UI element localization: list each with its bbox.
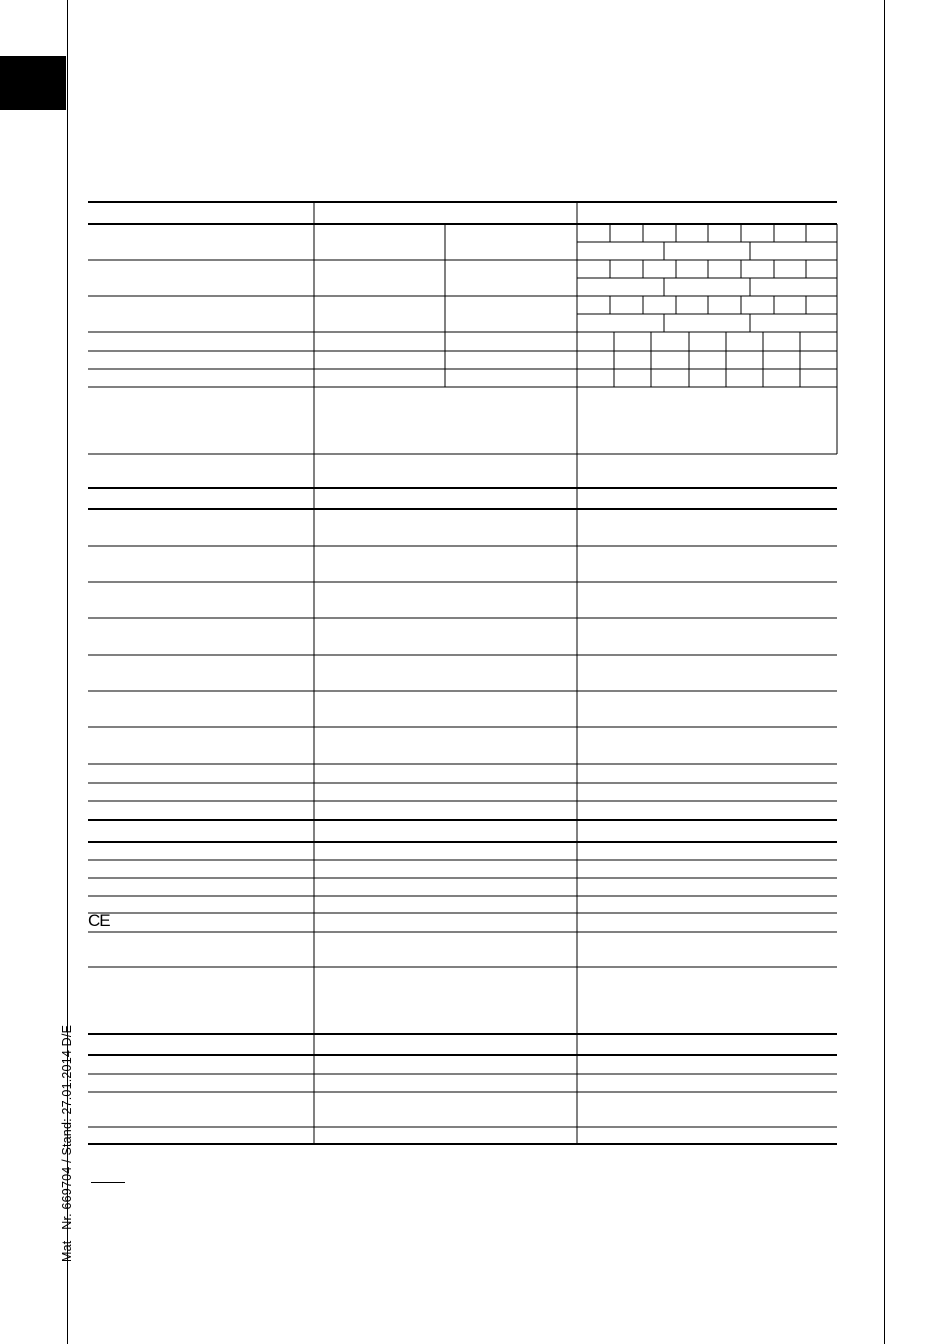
- ce-mark-icon: CE: [88, 911, 110, 930]
- footnote-rule: [91, 1182, 125, 1183]
- document-reference: Mat –Nr. 669704 / Stand: 27.01.2014 D/E: [60, 1024, 74, 1262]
